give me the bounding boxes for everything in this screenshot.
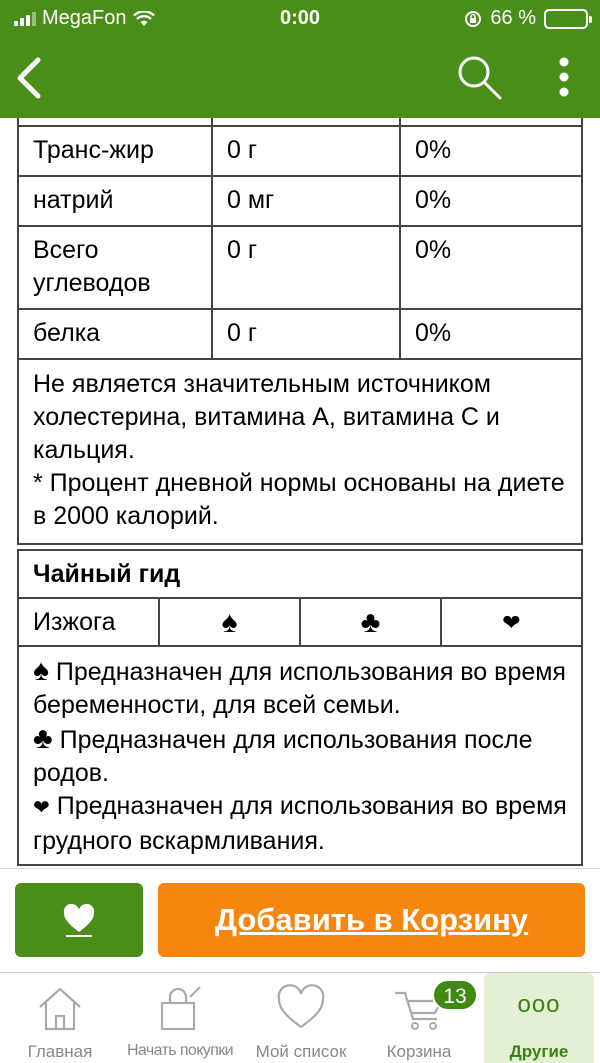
legend-text: Предназначен для использования во время беременности, для всей семьи.: [33, 658, 566, 719]
club-icon: ♣: [33, 722, 53, 755]
orientation-lock-icon: [464, 10, 482, 28]
nutrient-name: Транс-жир: [18, 126, 212, 176]
back-button[interactable]: [10, 52, 50, 104]
legend-item: [33, 790, 567, 858]
nutrient-dv: 0%: [400, 309, 582, 359]
nutrition-note-text: Не является значительным источником холестерина, витамина A, витамина C и кальция.: [33, 370, 500, 464]
nutrient-dv: 0%: [400, 176, 582, 226]
tab-home[interactable]: [8, 973, 112, 1063]
tea-guide-row-label: Изжога: [18, 598, 159, 646]
shopping-bag-icon: [156, 983, 204, 1033]
add-to-favorites-button[interactable]: [15, 883, 143, 957]
cart-count-badge: 13: [432, 979, 478, 1011]
more-vertical-icon: [548, 52, 580, 104]
nutrient-amount: 0 г: [212, 226, 400, 309]
tab-label: Корзина: [386, 1042, 452, 1061]
tab-label: Главная: [27, 1042, 93, 1061]
heart-icon: ❤: [441, 598, 582, 646]
tab-label: Начать покупки: [126, 1042, 234, 1059]
daily-value-footnote: * Процент дневной нормы основаны на диете в 2000 калорий.: [33, 469, 565, 530]
more-menu-button[interactable]: [548, 52, 580, 104]
more-dots-icon: ooo: [517, 991, 561, 1018]
status-bar: [0, 0, 600, 38]
tab-start-shopping[interactable]: [116, 973, 244, 1063]
spade-icon: ♠: [33, 654, 49, 687]
nutrient-dv: 0%: [400, 226, 582, 309]
tea-guide-title: Чайный гид: [18, 550, 582, 598]
legend-item: [33, 722, 567, 790]
action-bar: [0, 868, 600, 972]
nutrient-amount: 0 мг: [212, 176, 400, 226]
tab-other[interactable]: [484, 973, 594, 1063]
spade-icon: ♠: [159, 598, 300, 646]
search-icon: [452, 52, 508, 104]
tea-guide-row: [18, 598, 582, 646]
nutrient-name: белка: [18, 309, 212, 359]
status-time: 0:00: [279, 7, 321, 29]
add-to-cart-button[interactable]: Добавить в Корзину: [158, 883, 585, 957]
heart-icon: ❤: [33, 797, 50, 819]
tab-label: Мой список: [255, 1042, 347, 1061]
nutrient-dv: 0%: [400, 126, 582, 176]
nutrition-row: [18, 126, 582, 176]
tab-my-list[interactable]: [246, 973, 356, 1063]
nutrient-amount: 0 г: [212, 126, 400, 176]
nutrition-row: [18, 309, 582, 359]
bottom-tab-bar: [0, 972, 600, 1063]
nutrient-amount: 0 г: [212, 309, 400, 359]
club-icon: ♣: [300, 598, 441, 646]
tab-label: Другие: [509, 1042, 569, 1061]
search-button[interactable]: [452, 52, 508, 104]
nutrient-name: натрий: [18, 176, 212, 226]
legend-item: [33, 654, 567, 722]
battery-icon: [544, 9, 588, 29]
nutrient-name: Всего углеводов: [18, 226, 212, 309]
battery-percent: 66 %: [490, 7, 536, 29]
carrier-name: MegaFon: [42, 7, 127, 29]
legend-text: Предназначен для использования во время грудного вскармливания.: [33, 792, 567, 855]
nutrition-row: [18, 176, 582, 226]
heart-outline-icon: [275, 983, 327, 1033]
tea-guide-legend: [18, 646, 582, 865]
tea-guide-table: [17, 549, 583, 866]
app-header: [0, 0, 600, 118]
nutrition-notes: [18, 359, 582, 544]
nutrition-table: [17, 118, 583, 545]
legend-text: Предназначен для использования после родов.: [33, 726, 533, 787]
product-details: [17, 118, 583, 866]
chevron-left-icon: [10, 52, 50, 104]
heart-icon: [61, 902, 97, 938]
nutrition-row: [18, 226, 582, 309]
home-icon: [36, 983, 84, 1033]
